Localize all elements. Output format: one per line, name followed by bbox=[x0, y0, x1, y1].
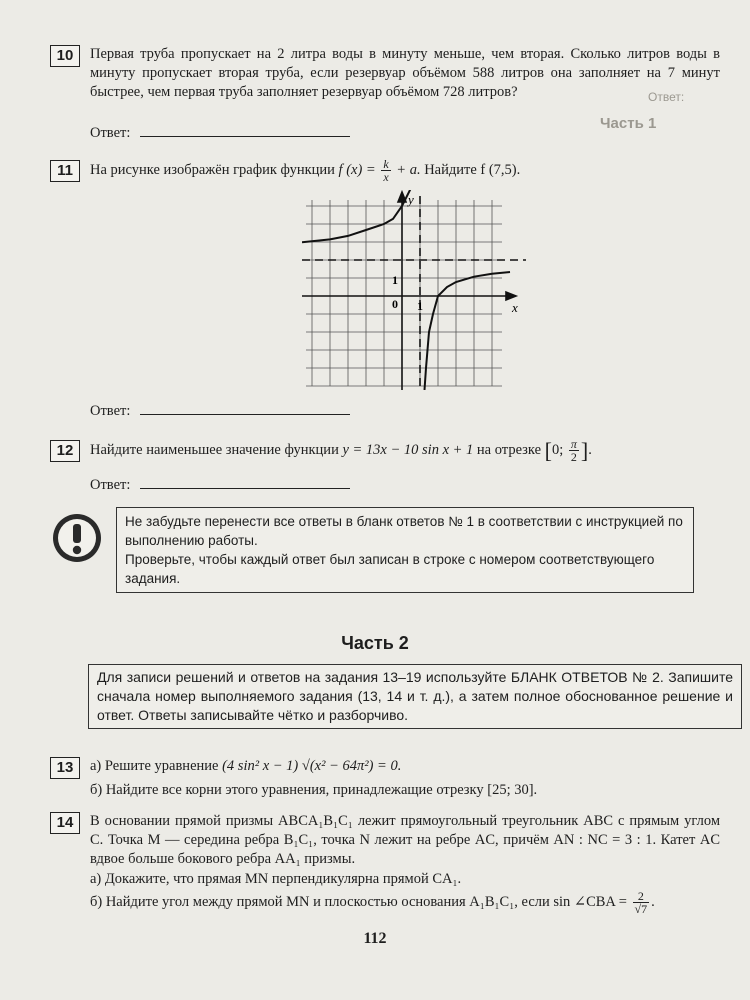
axis-x-label: x bbox=[512, 300, 518, 315]
fraction-denominator: √7 bbox=[634, 902, 648, 916]
part-2-instructions: Для записи решений и ответов на задания 13–19 используйте БЛАНК ОТВЕТОВ № 2. Запишите сначала номер выполняемого задания (13, 14 и т. д.), а затем полное обоснованное решение и ответ. Ответы записывайте чётко и разборчиво. bbox=[88, 664, 742, 729]
task-12 bbox=[50, 437, 720, 500]
answer-label: Ответ: bbox=[90, 125, 131, 141]
bracket-close-icon: ] bbox=[580, 438, 589, 463]
notice-line-2: Проверьте, чтобы каждый ответ был записан в строке с номером соответствующего задания. bbox=[125, 552, 655, 586]
task-number: 13 bbox=[50, 757, 80, 779]
sin-fraction bbox=[633, 890, 650, 915]
task-text bbox=[90, 158, 720, 183]
fraction-numerator: 2 bbox=[633, 890, 650, 903]
graph-axes bbox=[302, 192, 516, 390]
hyperbola-right-branch bbox=[425, 272, 511, 390]
task-number: 11 bbox=[50, 160, 80, 182]
graph-grid bbox=[306, 200, 502, 386]
origin-label: 0 bbox=[392, 297, 398, 311]
formula-rhs: + a. bbox=[396, 161, 421, 178]
unit-label-x: 1 bbox=[417, 299, 423, 313]
interval-fraction bbox=[569, 438, 579, 463]
task-number: 14 bbox=[50, 812, 80, 834]
task-b-end: . bbox=[651, 893, 655, 910]
notice-text-box bbox=[116, 507, 694, 593]
task-a-label: а) Решите уравнение bbox=[90, 758, 223, 774]
function-graph bbox=[302, 190, 532, 390]
answer-label: Ответ: bbox=[90, 403, 131, 419]
task-14 bbox=[50, 812, 720, 922]
answer-line[interactable] bbox=[140, 400, 350, 415]
notice-block bbox=[50, 507, 740, 587]
answer-row bbox=[90, 122, 350, 142]
answer-row bbox=[90, 400, 350, 420]
task-text-a bbox=[90, 757, 720, 776]
formula-fraction bbox=[381, 158, 390, 183]
page-number: 112 bbox=[363, 930, 387, 947]
exclamation-icon bbox=[50, 511, 104, 565]
task-text-mid: на отрезке bbox=[476, 441, 545, 458]
task-text: В основании прямой призмы ABCA₁B₁C₁ лежит прямоугольный треугольник ABC с прямым углом C. Точка M — середина ребра B₁C₁, точка N лежит на ребре AC, причём AN : NC = 3 : 1. Катет AC вдвое больше бокового ребра AA₁ призмы. bbox=[90, 813, 720, 867]
task-text-start: На рисунке изображён график функции bbox=[90, 161, 339, 178]
bracket-open-icon: [ bbox=[544, 438, 552, 463]
hyperbola-left-branch bbox=[302, 190, 411, 242]
fraction-denominator: 2 bbox=[570, 450, 577, 464]
task-text: Первая труба пропускает на 2 литра воды в минуту меньше, чем вторая. Сколько литров воды в минуту пропускает вторая труба, если резервуар объёмом 588 литров она заполняет на 7 минут быстрее, чем первая труба заполняет резервуар объёмом 728 литров? bbox=[90, 46, 720, 100]
fraction-numerator: k bbox=[383, 157, 389, 171]
task-text-b: б) Найдите все корни этого уравнения, принадлежащие отрезку [25; 30]. bbox=[90, 782, 538, 798]
equation: (4 sin² x − 1) √(x² − 64π²) = 0. bbox=[222, 758, 402, 774]
unit-label-y: 1 bbox=[392, 273, 398, 287]
interval-left: 0; bbox=[551, 441, 564, 458]
task-text-a: а) Докажите, что прямая MN перпендикулярна прямой CA₁. bbox=[90, 871, 462, 887]
answer-row bbox=[90, 474, 350, 494]
part-2-title: Часть 2 bbox=[341, 633, 409, 653]
answer-line[interactable] bbox=[140, 474, 350, 489]
task-text-start: Найдите наименьшее значение функции bbox=[90, 441, 343, 458]
fraction-denominator: x bbox=[383, 170, 389, 184]
task-number: 10 bbox=[50, 45, 80, 67]
task-number: 12 bbox=[50, 440, 80, 462]
notice-line-1: Не забудьте перенести все ответы в бланк ответов № 1 в соответствии с инструкцией по выполнению работы. bbox=[125, 514, 683, 548]
fraction-numerator: π bbox=[570, 437, 577, 451]
axis-y-label: y bbox=[408, 192, 414, 207]
task-text-b bbox=[90, 890, 720, 915]
answer-label: Ответ: bbox=[90, 477, 131, 493]
task-text-end: Найдите f (7,5). bbox=[424, 161, 521, 178]
show-through-part1: Часть 1 bbox=[600, 115, 657, 132]
task-10 bbox=[50, 45, 720, 145]
task-13 bbox=[50, 757, 720, 807]
answer-line[interactable] bbox=[140, 122, 350, 137]
task-b-text: б) Найдите угол между прямой MN и плоскостью основания A₁B₁C₁, если sin ∠CBA = bbox=[90, 893, 631, 910]
task-text bbox=[90, 438, 720, 463]
task-text-end: . bbox=[588, 441, 592, 458]
formula-lhs: f (x) = bbox=[338, 161, 376, 178]
formula: y = 13x − 10 sin x + 1 bbox=[342, 441, 474, 458]
show-through-answer: Ответ: bbox=[648, 90, 685, 104]
